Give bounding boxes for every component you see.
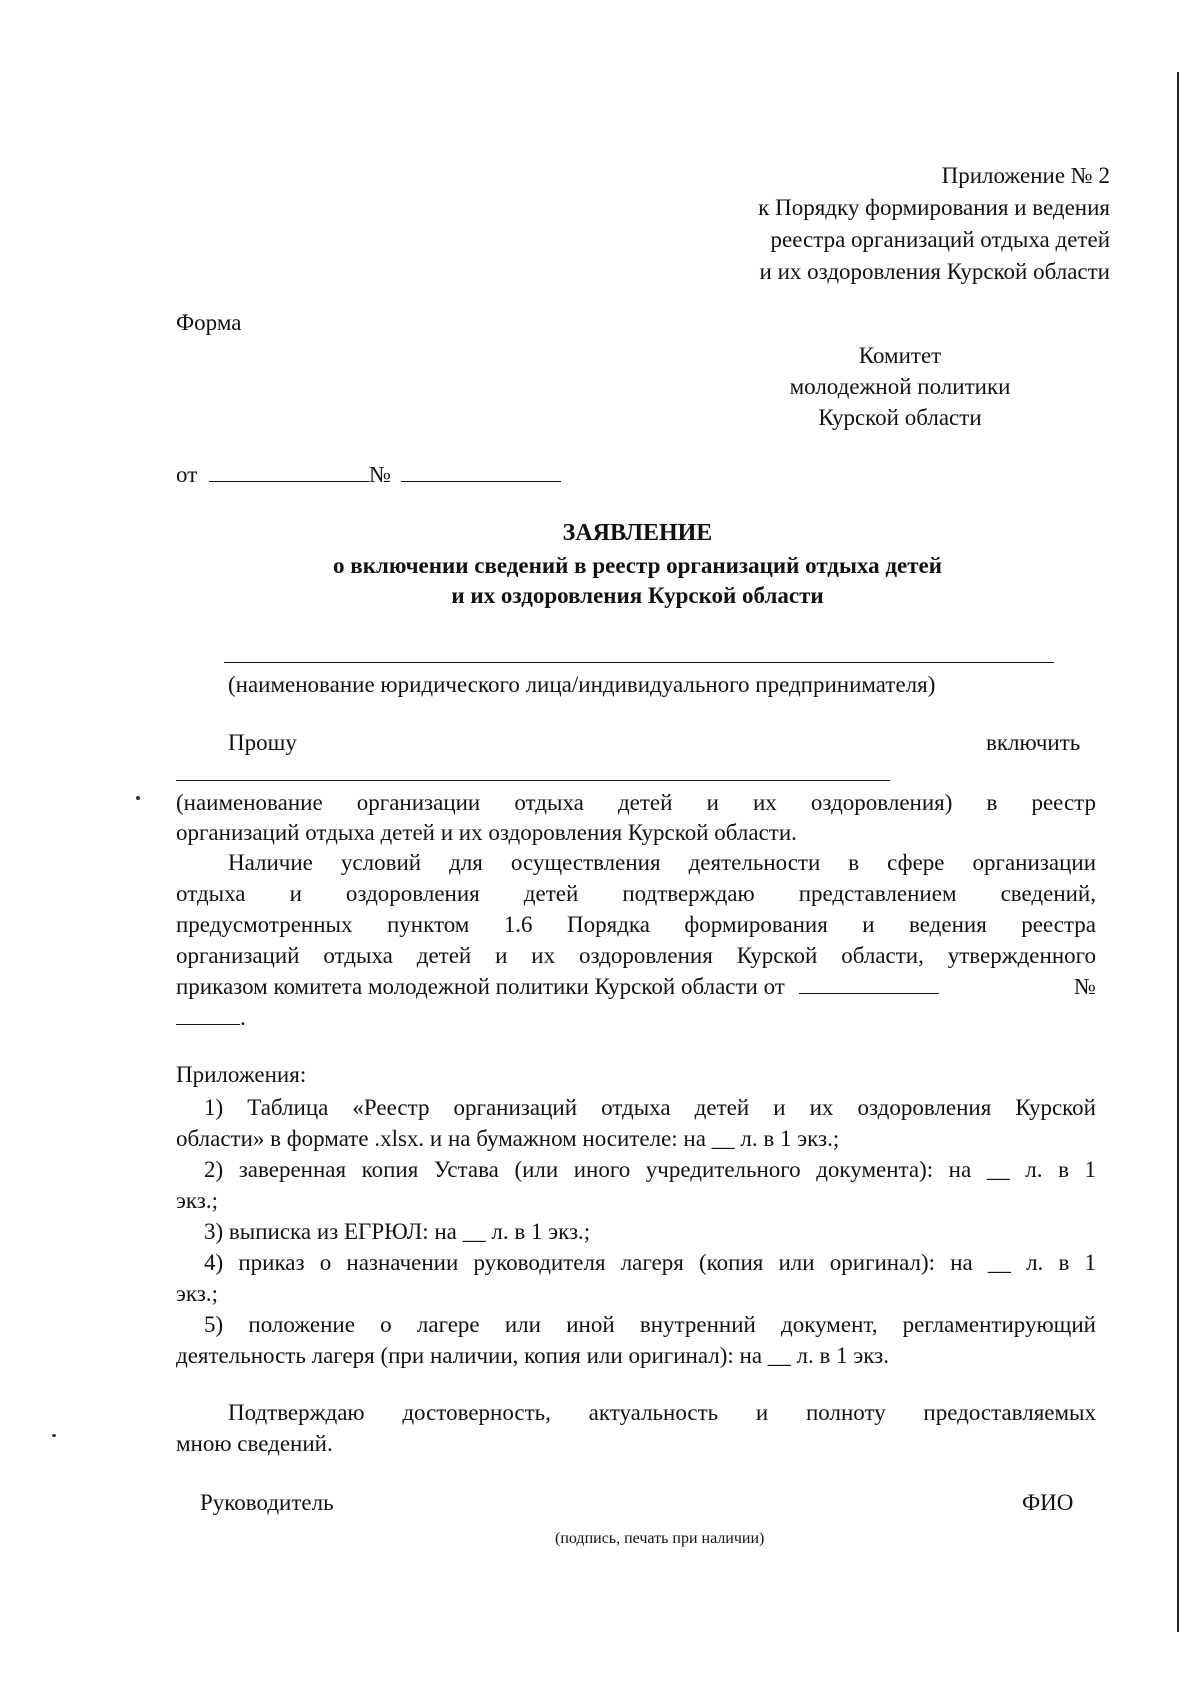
confirmation-text: мною сведений. xyxy=(176,1431,333,1456)
request-include-word: включить xyxy=(986,730,1081,755)
attachment-item: деятельность лагеря (при наличии, копия или оригинал): на __ л. в 1 экз. xyxy=(176,1343,889,1368)
number-label: № xyxy=(369,462,391,487)
attachment-item: экз.; xyxy=(176,1281,218,1306)
committee-line: молодежной политики xyxy=(789,374,1011,399)
request-word: Прошу xyxy=(228,730,297,755)
signature-fio: ФИО xyxy=(1022,1490,1074,1515)
appendix-line: и их оздоровления Курской области xyxy=(759,259,1110,284)
attachment-item: 5) положение о лагере или иной внутренний документ, регламентирующий xyxy=(204,1312,1096,1337)
order-number-label: № xyxy=(1074,974,1096,999)
date-number-line xyxy=(176,462,561,488)
committee-line: Курской области xyxy=(818,405,982,430)
appendix-line: Приложение № 2 xyxy=(941,163,1110,188)
attachment-item: экз.; xyxy=(176,1188,218,1213)
appendix-line: реестра организаций отдыха детей xyxy=(770,227,1110,252)
document-subtitle: и их оздоровления Курской области xyxy=(451,583,824,608)
conditions-order-line xyxy=(176,972,1096,1002)
signature-caption: (подпись, печать при наличии) xyxy=(555,1530,765,1547)
conditions-text-line: отдыха и оздоровления детей подтверждаю представлением сведений, xyxy=(176,881,1096,906)
order-date-blank[interactable] xyxy=(799,993,939,994)
committee-addressee xyxy=(780,340,1020,433)
attachment-item: 2) заверенная копия Устава (или иного учредительного документа): на __ л. в 1 xyxy=(204,1157,1096,1182)
form-label: Форма xyxy=(176,310,242,335)
scan-edge-line xyxy=(1177,72,1179,1632)
confirmation-text: Подтверждаю достоверность, актуальность и полноту предоставляемых xyxy=(228,1400,1096,1425)
attachment-item: области» в формате .xlsx. и на бумажном носителе: на __ л. в 1 экз.; xyxy=(176,1126,840,1151)
request-text-line: организаций отдыха детей и их оздоровления Курской области. xyxy=(176,820,797,845)
committee-line: Комитет xyxy=(858,343,942,368)
entity-name-caption: (наименование юридического лица/индивидуального предпринимателя) xyxy=(228,672,936,697)
number-blank[interactable] xyxy=(401,481,561,482)
order-number-line xyxy=(176,1003,1096,1033)
signature-role: Руководитель xyxy=(200,1490,334,1515)
appendix-line: к Порядку формирования и ведения xyxy=(758,195,1110,220)
attachment-item: 4) приказ о назначении руководителя лагеря (копия или оригинал): на __ л. в 1 xyxy=(204,1250,1096,1275)
conditions-text-line: Наличие условий для осуществления деятельности в сфере организации xyxy=(228,850,1096,875)
conditions-text-line: организаций отдыха детей и их оздоровления Курской области, утвержденного xyxy=(176,943,1096,968)
order-end-period: . xyxy=(240,1005,246,1030)
conditions-order-text: приказом комитета молодежной политики Курской области от xyxy=(176,974,785,999)
from-label: от xyxy=(176,462,198,487)
scan-speck xyxy=(136,796,140,800)
conditions-text-line: предусмотренных пунктом 1.6 Порядка формирования и ведения реестра xyxy=(176,912,1096,937)
document-subtitle: о включении сведений в реестр организаций отдыха детей xyxy=(333,553,942,578)
request-text-line: (наименование организации отдыха детей и их оздоровления) в реестр xyxy=(176,790,1096,815)
attachments-heading: Приложения: xyxy=(176,1062,307,1087)
attachment-item: 1) Таблица «Реестр организаций отдыха детей и их оздоровления Курской xyxy=(204,1095,1096,1120)
appendix-header xyxy=(758,160,1110,288)
date-blank[interactable] xyxy=(209,481,369,482)
document-title: ЗАЯВЛЕНИЕ xyxy=(562,520,713,546)
order-number-blank[interactable] xyxy=(176,1024,240,1025)
entity-name-blank[interactable] xyxy=(224,662,1054,663)
attachment-item: 3) выписка из ЕГРЮЛ: на __ л. в 1 экз.; xyxy=(204,1219,591,1244)
scan-speck xyxy=(52,1434,56,1437)
organization-name-blank[interactable] xyxy=(176,780,890,781)
